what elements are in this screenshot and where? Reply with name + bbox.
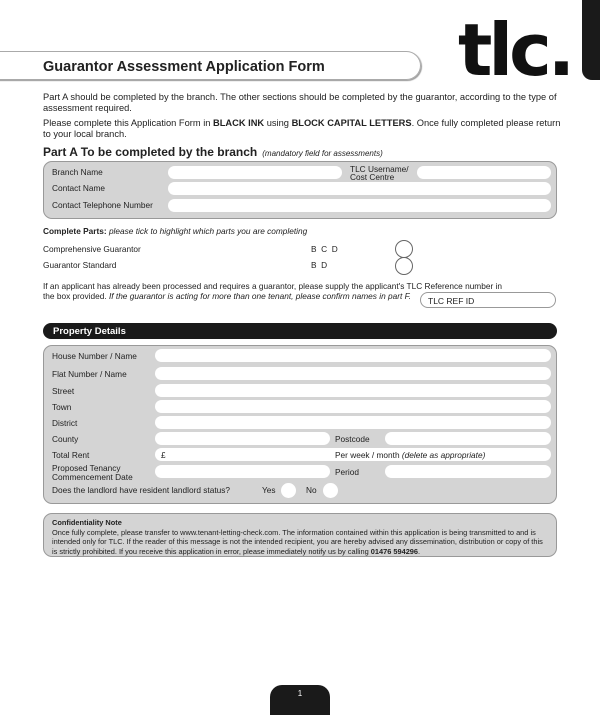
yes-label: Yes	[262, 485, 276, 495]
option-standard-parts: B D	[311, 260, 328, 270]
comprehensive-checkbox[interactable]	[395, 240, 413, 258]
page-title: Guarantor Assessment Application Form	[43, 59, 325, 75]
ref-instructions: If an applicant has already been processed and requires a guarantor, please supply the applicant's TLC Reference number in the box provided. If the guarantor is acting for more than one tenant, please confirm names in part F.	[43, 281, 502, 301]
branch-name-input[interactable]	[168, 166, 342, 179]
tlc-ref-id-input[interactable]: TLC REF ID	[420, 292, 556, 308]
corner-tab	[582, 0, 600, 80]
instructions-paragraph: Please complete this Application Form in BLACK INK using BLOCK CAPITAL LETTERS. Once fully completed please return to your local branch.	[43, 118, 561, 139]
rent-label: Total Rent	[52, 450, 90, 460]
period-input[interactable]	[385, 465, 551, 478]
option-comprehensive-parts: B C D	[311, 244, 338, 254]
confidentiality-note: Confidentiality Note Once fully complete, please transfer to www.tenant-letting-check.com. The information contained within this application is being transmitted to and is intended only for TLC. If the reader of this message is not the intended recipient, you are hereby advised any dissemination, distribution or copy of this is strictly prohibited. If you receive this application in error, please immediately notify us by calling 01476 594296.	[43, 513, 557, 557]
tlc-logo: tlc.	[458, 8, 572, 92]
resident-landlord-label: Does the landlord have resident landlord status?	[52, 485, 231, 495]
district-label: District	[52, 418, 78, 428]
property-details-header: Property Details	[43, 323, 557, 339]
street-label: Street	[52, 386, 75, 396]
confidentiality-title: Confidentiality Note	[52, 518, 122, 527]
part-a-heading: Part A To be completed by the branch (mandatory field for assessments)	[43, 145, 383, 159]
option-comprehensive-label: Comprehensive Guarantor	[43, 244, 141, 254]
intro-paragraph: Part A should be completed by the branch. The other sections should be completed by the guarantor, according to the type of assessment required.	[43, 92, 557, 113]
rent-period-note: Per week / month (delete as appropriate)	[335, 450, 486, 460]
no-radio[interactable]	[323, 483, 338, 498]
town-label: Town	[52, 402, 72, 412]
branch-name-label: Branch Name	[52, 167, 103, 177]
complete-parts-label: Complete Parts: please tick to highlight which parts you are completing	[43, 226, 308, 236]
tenancy-date-input[interactable]	[155, 465, 330, 478]
postcode-input[interactable]	[385, 432, 551, 445]
option-standard-label: Guarantor Standard	[43, 260, 117, 270]
county-label: County	[52, 434, 79, 444]
standard-checkbox[interactable]	[395, 257, 413, 275]
district-input[interactable]	[155, 416, 551, 429]
tlc-username-label: TLC Username/ Cost Centre	[350, 164, 409, 182]
county-input[interactable]	[155, 432, 330, 445]
currency-symbol: £	[161, 450, 166, 460]
postcode-label: Postcode	[335, 434, 370, 444]
contact-tel-input[interactable]	[168, 199, 551, 212]
yes-radio[interactable]	[281, 483, 296, 498]
flat-label: Flat Number / Name	[52, 369, 127, 379]
tenancy-date-label: Proposed Tenancy Commencement Date	[52, 463, 133, 482]
town-input[interactable]	[155, 400, 551, 413]
house-input[interactable]	[155, 349, 551, 362]
contact-name-input[interactable]	[168, 182, 551, 195]
street-input[interactable]	[155, 384, 551, 397]
tlc-username-input[interactable]	[417, 166, 551, 179]
contact-name-label: Contact Name	[52, 183, 106, 193]
page-number: 1	[270, 685, 330, 715]
contact-tel-label: Contact Telephone Number	[52, 200, 153, 210]
flat-input[interactable]	[155, 367, 551, 380]
period-label: Period	[335, 467, 359, 477]
house-label: House Number / Name	[52, 351, 137, 361]
no-label: No	[306, 485, 317, 495]
